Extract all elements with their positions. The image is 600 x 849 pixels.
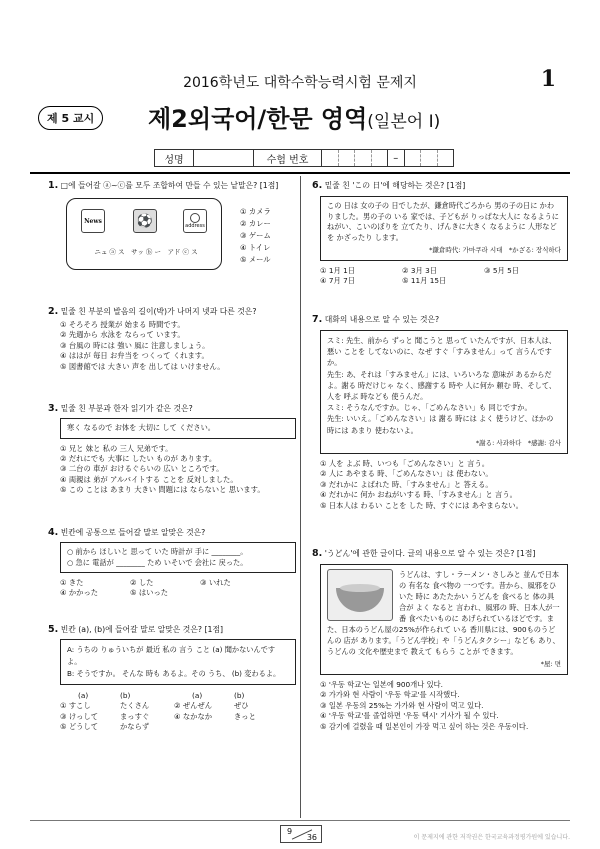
q4-option-5[interactable]: ⑤ はいった [130, 588, 169, 598]
q7-box [320, 330, 568, 454]
q5-line-a: A: うちの りゅういちが 最近 私の 言う こと (a) 聞かないんですよ。 [67, 645, 276, 666]
number-label: 수험 번호 [254, 149, 322, 167]
q6-option-1[interactable]: ① 1月 1日 [320, 265, 356, 275]
q2-option-4[interactable]: ④ ははが 毎日 お弁当を つくって くれます。 [60, 351, 209, 361]
subject-sub: (일본어 Ⅰ) [367, 112, 441, 132]
q3-number: 3. [48, 403, 59, 414]
q3-option-2[interactable]: ② だれにでも 大事に したい ものが あります。 [60, 453, 217, 463]
exam-title: 2016학년도 대학수학능력시험 문제지 [183, 75, 417, 91]
q8-box [320, 564, 568, 675]
copyright-note: 이 문제지에 관한 저작권은 한국교육과정평가원에 있습니다. [413, 834, 570, 841]
q8-stem: 'うどん'에 관한 글이다. 글의 내용으로 알 수 있는 것은? [1점] [324, 549, 536, 558]
q4-number: 4. [48, 527, 59, 538]
q1-option-1[interactable]: ① カメラ [240, 207, 271, 216]
q4-box-line-2: ○ 急に 電話が ________ ため いそいで 会社に 戻った。 [67, 557, 248, 567]
q7-option-2[interactable]: ② 人に あやまる 時、「ごめんなさい」は 使わない。 [320, 469, 493, 479]
q5-box [60, 639, 296, 685]
question-4 [48, 527, 296, 599]
q1-option-2[interactable]: ② カレー [240, 219, 271, 228]
q8-passage: うどんは、すし・ラーメン・さしみと 並んで日本の 有名な 食べ物の 一つです。昔から、風邪をひいた 時に あたたかい うどんを 食べると 体の具合が よく なると 言われ、風邪の 時、日本人が一番 食べたいものに あげられているほどです。また、日本のうどん屋の25%が作られて いる 香川県には、900ものうどんの 店が あります。「うどん学校」や「うどんタクシー」なども あり、うどんの 文化や歴史まで 教えて もらう ことが できます。 [327, 570, 560, 656]
q7-option-5[interactable]: ⑤ 日本人は わるい ことを した 時、すぐには あやまらない。 [320, 500, 523, 510]
q1-option-3[interactable]: ③ ゲーム [240, 231, 271, 240]
q7-gloss: *謝る: 사과하다 *感謝: 감사 [475, 438, 561, 447]
q7-number: 7. [312, 314, 323, 325]
q8-option-4[interactable]: ④ '우동 학교'를 졸업하면 '우동 택시' 기사가 될 수 있다. [320, 711, 499, 721]
q4-option-3[interactable]: ③ いれた [200, 578, 231, 587]
q6-option-3[interactable]: ③ 5月 5日 [484, 265, 520, 275]
q4-stem: 빈칸에 공통으로 들어갈 말로 알맞은 것은? [60, 528, 206, 537]
name-number-row [154, 149, 454, 167]
soccer-app-icon: ⚽ [133, 209, 157, 233]
q6-option-2[interactable]: ② 3月 3日 [402, 265, 438, 275]
q4-box-line-1: ○ 前から ほしいと 思って いた 時計が 手に ________。 [67, 547, 248, 556]
q8-option-1[interactable]: ① '우동 학교'는 일본에 900개나 있다. [320, 680, 443, 689]
q2-option-2[interactable]: ② 先週から 水泳を ならって います。 [60, 330, 185, 340]
q5-head-b2: (b) [234, 691, 245, 700]
q1-stem: □에 들어갈 ⓐ~ⓒ를 모두 조합하여 만들 수 있는 낱말은? [1점] [60, 181, 279, 190]
question-3 [48, 403, 296, 496]
q2-option-1[interactable]: ① そろそろ 授業が 始まる 時間です。 [60, 320, 185, 329]
q5-number: 5. [48, 624, 59, 635]
period-badge: 제 5 교시 [38, 106, 103, 130]
q1-options [240, 206, 271, 266]
q3-option-1[interactable]: ① 兄と 妹と 私の 三人 兄弟です。 [60, 443, 173, 453]
q8-option-3[interactable]: ③ 일본 우동의 25%는 가가와 현 사람이 먹고 있다. [320, 700, 484, 710]
q5-option-1-b: たくさん [120, 701, 150, 711]
q4-option-1[interactable]: ① きた [60, 578, 84, 587]
q6-option-5[interactable]: ⑤ 11月 15日 [402, 275, 447, 285]
q6-box [320, 196, 568, 261]
news-label: News [84, 218, 102, 225]
q5-head-a1: (a) [78, 691, 89, 700]
q6-stem: 밑줄 친 'この 日'에 해당하는 것은? [1점] [324, 181, 466, 190]
q7-stem: 대화의 내용으로 알 수 있는 것은? [324, 315, 440, 324]
phone-illustration [66, 198, 222, 270]
q8-option-2[interactable]: ② 가가와 현 사람이 '우동 학교'를 시작했다. [320, 690, 460, 700]
page-number: 9 [287, 827, 293, 836]
q5-option-3-b: まっすぐ [120, 711, 150, 721]
q2-stem: 밑줄 친 부분의 발음의 길이(박)가 나머지 넷과 다른 것은? [60, 307, 257, 316]
q7-dialog-2: 先生: あ、それは「すみません」には、いろいろな 意味が あるからだよ。謝る 時だけじゃ なく、感謝する 時や 人に何か 頼む 時、そして、人を 呼ぶ 時なども 使うんだ。 [327, 369, 557, 402]
news-app-icon [81, 209, 105, 233]
address-app-icon [183, 209, 207, 233]
name-field[interactable] [194, 149, 254, 167]
q7-dialog-3: スミ: そうなんですか。じゃ、「ごめんなさい」も 同じですか。 [327, 403, 532, 413]
q5-option-4-b: きっと [234, 711, 256, 721]
q5-option-2[interactable]: ② ぜんぜん [174, 701, 213, 711]
q5-option-4[interactable]: ④ なかなか [174, 711, 213, 721]
q5-stem: 빈칸 (a), (b)에 들어갈 말로 알맞은 것은? [1점] [60, 625, 224, 634]
q4-option-4[interactable]: ④ かかった [60, 588, 99, 598]
q5-option-5[interactable]: ⑤ どうして [60, 722, 99, 732]
q6-option-4[interactable]: ④ 7月 7日 [320, 275, 356, 285]
q5-option-2-b: ぜひ [234, 701, 249, 711]
q5-line-b: B: そうですか。 そんな 時も あるよ。その うち、 (b) 変わるよ。 [67, 669, 281, 678]
q6-gloss: *鎌倉時代: 가마쿠라 시대 *かざる: 장식하다 [429, 246, 561, 254]
q6-passage: この 日は 女の子の 日でしたが、鎌倉時代ごろから 男の子の日に かわりました。男の子の いる 家では、子どもが りっぱな大人に なるように ねがい、こいのぼりを 立てたり、げんきに大きく なるように 人形などを かざったり します。 [327, 201, 559, 242]
q7-option-4[interactable]: ④ だれかに 何か おねがいする 時、「すみません」と 言う。 [320, 490, 517, 500]
q4-option-2[interactable]: ② した [130, 578, 154, 587]
q1-option-5[interactable]: ⑤ メール [240, 255, 271, 264]
q7-option-3[interactable]: ③ だれかに よばれた 時、「すみません」と 答える。 [320, 479, 493, 489]
q1-number: 1. [48, 180, 59, 191]
q1-option-4[interactable]: ④ トイレ [240, 243, 271, 252]
q3-option-3[interactable]: ③ 二台の 車が おけるぐらいの 広い ところです。 [60, 464, 224, 474]
q5-head-a2: (a) [192, 691, 203, 700]
page-number-box [280, 825, 322, 843]
subject-title [148, 99, 440, 134]
page-total: 36 [306, 833, 317, 842]
q8-option-5[interactable]: ⑤ 감기에 걸렸을 때 일본인이 가장 먹고 싶어 하는 것은 우동이다. [320, 721, 529, 731]
address-label: address [185, 223, 205, 229]
question-1 [48, 180, 292, 191]
number-field[interactable]: – [322, 149, 454, 167]
question-7 [312, 314, 568, 511]
q2-number: 2. [48, 306, 59, 317]
q5-head-b1: (b) [120, 691, 131, 700]
q5-option-1[interactable]: ① すこし [60, 701, 91, 711]
udon-bowl-illustration [327, 569, 393, 621]
q3-option-4[interactable]: ④ 両親は 弟が アルバイトする ことを 反対しました。 [60, 474, 238, 484]
q4-box [60, 542, 296, 573]
q8-number: 8. [312, 548, 323, 559]
phone-blanks: ニュ ⓐ ス サッ ⓑ ー アド ⓒ ス [94, 248, 198, 256]
subject-main: 제2외국어/한문 영역 [148, 105, 368, 133]
q7-dialog-4: 先生: いいえ。「ごめんなさい」は 謝る 時には よく 使うけど、ほかの 時には あまり 使わないよ。 [327, 414, 554, 435]
q7-dialog-1: スミ: 先生、前から ずっと 聞こうと 思って いたんですが、日本人は、悪い ことを してないのに、なぜ すぐ「すみません」って 言うんですか。 [327, 336, 557, 368]
q2-option-5[interactable]: ⑤ 図書館では 大きい 声を 出しては いけません。 [60, 361, 225, 371]
q6-number: 6. [312, 180, 323, 191]
question-8 [312, 548, 568, 732]
q3-stem: 밑줄 친 부분과 한자 읽기가 같은 것은? [60, 404, 193, 413]
q7-option-1[interactable]: ① 人を よぶ 時、いつも「ごめんなさい」と 言う。 [320, 459, 490, 469]
question-6 [312, 180, 568, 286]
q3-box: 寒く なるので お体を 大切に して ください。 [60, 418, 296, 439]
q8-gloss: *屋: 면 [540, 660, 561, 668]
q5-option-3[interactable]: ③ けっして [60, 711, 99, 721]
q3-option-5[interactable]: ⑤ この ことは あまり 大きい 問題には ならないと 思います。 [60, 485, 265, 495]
question-2 [48, 306, 296, 372]
q2-option-3[interactable]: ③ 台風の 時には 強い 風に 注意しましょう。 [60, 340, 210, 350]
question-5 [48, 624, 296, 733]
page-mark: 1 [540, 66, 556, 92]
q5-option-5-b: かならず [120, 722, 150, 732]
name-label: 성명 [154, 149, 194, 167]
